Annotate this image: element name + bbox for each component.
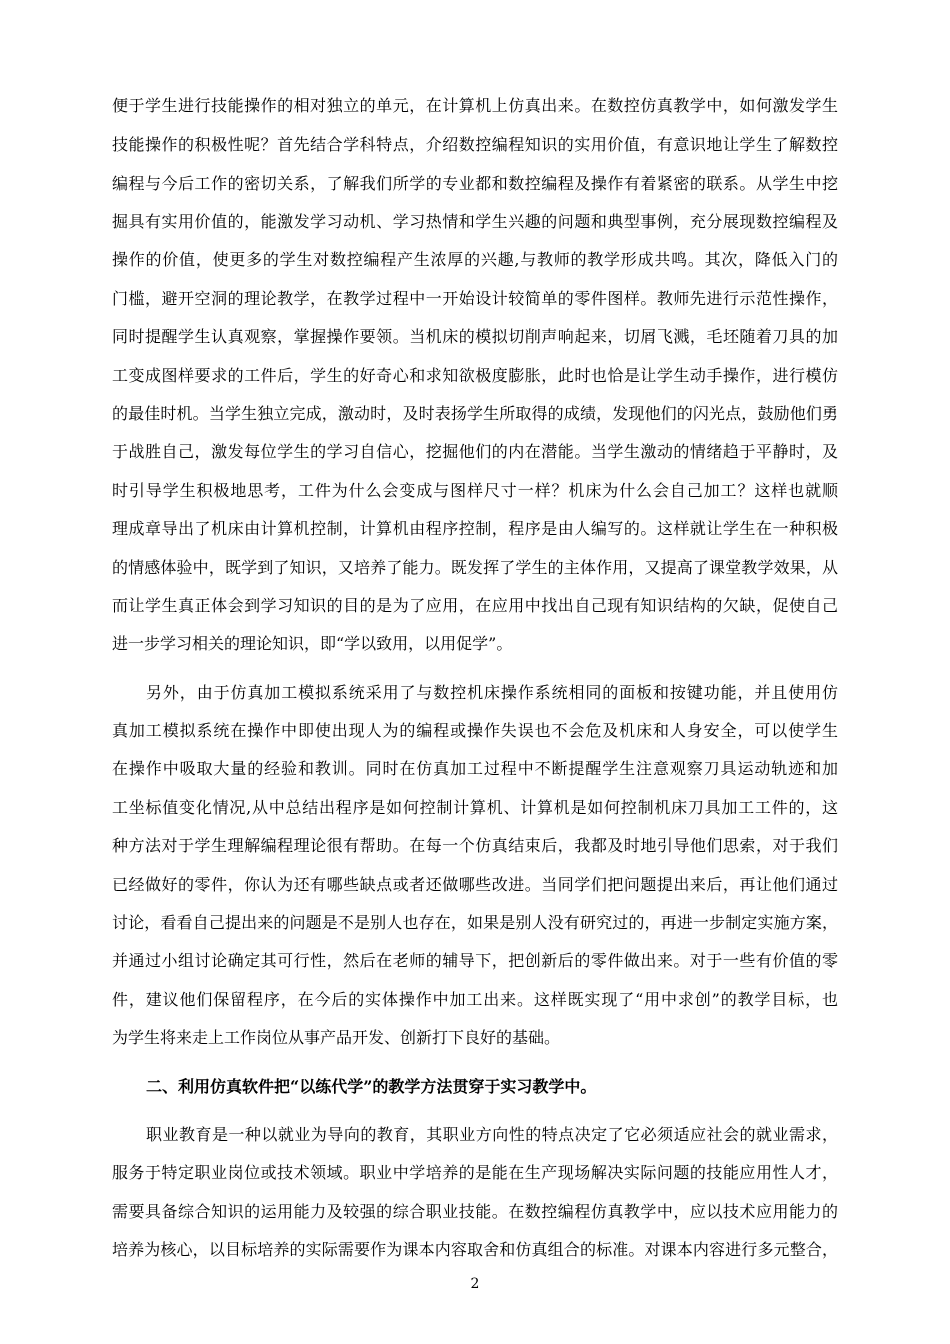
text-line: 为学生将来走上工作岗位从事产品开发、创新打下良好的基础。 (112, 1028, 561, 1047)
text-line: 服务于特定职业岗位或技术领域。职业中学培养的是能在生产现场解决实际问题的技能应用性人才， (112, 1163, 838, 1182)
text-line: 便于学生进行技能操作的相对独立的单元，在计算机上仿真出来。在数控仿真教学中，如何激发学生 (112, 96, 838, 115)
text-line: 时引导学生积极地思考，工件为什么会变成与图样尺寸一样？机床为什么会自己加工？这样也就顺 (112, 481, 838, 500)
section-heading: 二、利用仿真软件把“以练代学”的教学方法贯穿于实习教学中。 (146, 1077, 597, 1096)
text-line: 另外，由于仿真加工模拟系统采用了与数控机床操作系统相同的面板和按键功能，并且使用仿 (146, 683, 838, 702)
text-line: 工坐标值变化情况,从中总结出程序是如何控制计算机、计算机是如何控制机床刀具加工工件的，这 (112, 798, 838, 817)
text-line: 种方法对于学生理解编程理论很有帮助。在每一个仿真结束后，我都及时地引导他们思索，对于我们 (112, 836, 838, 855)
text-line: 编程与今后工作的密切关系，了解我们所学的专业都和数控编程及操作有着紧密的联系。从学生中挖 (112, 174, 838, 193)
text-line: 培养为核心，以目标培养的实际需要作为课本内容取舍和仿真组合的标准。对课本内容进行多元整合， (112, 1240, 838, 1259)
text-line: 操作的价值，使更多的学生对数控编程产生浓厚的兴趣,与教师的教学形成共鸣。其次，降低入门的 (112, 250, 838, 269)
text-line: 而让学生真正体会到学习知识的目的是为了应用，在应用中找出自己现有知识结构的欠缺，促使自己 (112, 596, 838, 615)
text-line: 真加工模拟系统在操作中即使出现人为的编程或操作失误也不会危及机床和人身安全，可以使学生 (112, 721, 838, 740)
text-line: 的最佳时机。当学生独立完成，激动时，及时表扬学生所取得的成绩，发现他们的闪光点，鼓励他们勇 (112, 404, 838, 423)
text-line: 掘具有实用价值的，能激发学习动机、学习热情和学生兴趣的问题和典型事例，充分展现数控编程及 (112, 212, 838, 231)
text-line: 的情感体验中，既学到了知识，又培养了能力。既发挥了学生的主体作用，又提高了课堂教学效果，从 (112, 558, 838, 577)
text-line: 已经做好的零件，你认为还有哪些缺点或者还做哪些改进。当同学们把问题提出来后，再让他们通过 (112, 875, 838, 894)
text-line: 需要具备综合知识的运用能力及较强的综合职业技能。在数控编程仿真教学中，应以技术应用能力的 (112, 1202, 838, 1221)
page-number: 2 (470, 1276, 480, 1292)
text-line: 门槛，避开空洞的理论教学，在教学过程中一开始设计较简单的零件图样。教师先进行示范性操作， (112, 289, 838, 308)
text-line: 进一步学习相关的理论知识，即“学以致用，以用促学”。 (112, 634, 513, 653)
text-line: 同时提醒学生认真观察，掌握操作要领。当机床的模拟切削声响起来，切屑飞溅，毛坯随着刀具的加 (112, 327, 838, 346)
text-line: 件，建议他们保留程序，在今后的实体操作中加工出来。这样既实现了“用中求创”的教学目标，也 (112, 990, 838, 1009)
text-line: 技能操作的积极性呢？首先结合学科特点，介绍数控编程知识的实用价值，有意识地让学生了解数控 (112, 135, 838, 154)
text-line: 职业教育是一种以就业为导向的教育，其职业方向性的特点决定了它必须适应社会的就业需求， (146, 1125, 838, 1144)
text-line: 在操作中吸取大量的经验和教训。同时在仿真加工过程中不断提醒学生注意观察刀具运动轨迹和加 (112, 759, 838, 778)
text-line: 并通过小组讨论确定其可行性，然后在老师的辅导下，把创新后的零件做出来。对于一些有价值的零 (112, 951, 838, 970)
text-line: 理成章导出了机床由计算机控制，计算机由程序控制，程序是由人编写的。这样就让学生在一种积极 (112, 519, 838, 538)
text-line: 于战胜自己，激发每位学生的学习自信心，挖掘他们的内在潜能。当学生激动的情绪趋于平静时，及 (112, 442, 838, 461)
text-line: 讨论，看看自己提出来的问题是不是别人也存在，如果是别人没有研究过的，再进一步制定实施方案， (112, 913, 838, 932)
text-line: 工变成图样要求的工件后，学生的好奇心和求知欲极度膨胀，此时也恰是让学生动手操作，进行模仿 (112, 366, 838, 385)
